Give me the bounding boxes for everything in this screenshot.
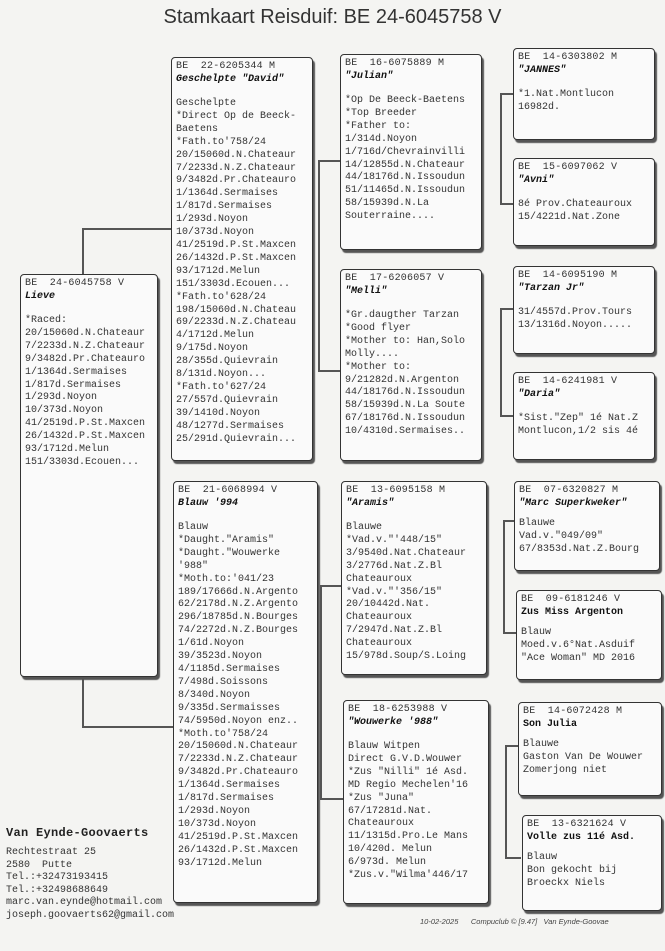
pigeon-details bbox=[518, 307, 650, 333]
ring-number: BE 16-6075889 M bbox=[345, 58, 445, 69]
detail-line: 15/4221d.Nat.Zone bbox=[518, 211, 621, 223]
detail-line: 28/355d.Quievrain bbox=[176, 356, 279, 368]
pigeon-card-father[interactable] bbox=[171, 57, 313, 461]
pigeon-name: Zus Miss Argenton bbox=[521, 607, 624, 618]
pigeon-card-ffm[interactable] bbox=[513, 158, 655, 246]
pigeon-name: "Daria" bbox=[518, 389, 561, 400]
detail-line: Zomerjong niet bbox=[523, 764, 608, 776]
detail-line: 1/314d.Noyon bbox=[345, 133, 418, 145]
detail-line: 41/2519d.P.St.Maxcen bbox=[178, 831, 299, 843]
detail-line: 20/15060d.N.Chateaur bbox=[25, 327, 146, 339]
connector-line bbox=[318, 160, 320, 370]
connector-line bbox=[505, 745, 507, 857]
ring-number: BE 09-6181246 V bbox=[521, 594, 621, 605]
detail-line: *Father to: bbox=[345, 120, 412, 132]
detail-line: Chateauroux bbox=[346, 612, 413, 624]
pigeon-details bbox=[518, 413, 650, 439]
detail-line: Blauw bbox=[521, 627, 552, 638]
detail-line: Blauw bbox=[178, 522, 209, 533]
pigeon-card-fmm[interactable] bbox=[513, 372, 655, 460]
detail-line: 67/8353d.Nat.Z.Bourg bbox=[519, 543, 640, 555]
detail-line: *Direct Op de Beeck- bbox=[176, 110, 297, 122]
pigeon-details bbox=[518, 89, 650, 115]
detail-line: 1/1364d.Sermaises bbox=[178, 780, 281, 792]
detail-line: 26/1432d.P.St.Maxcen bbox=[176, 252, 297, 264]
detail-line: Chateauroux bbox=[348, 818, 415, 830]
detail-line: 58/15939d.N.La bbox=[345, 198, 430, 210]
detail-line: *Daught."Aramis" bbox=[178, 534, 275, 546]
detail-line: Molly.... bbox=[345, 348, 400, 360]
detail-line: 13/1316d.Noyon..... bbox=[518, 319, 633, 331]
detail-line: Blauw bbox=[527, 852, 558, 863]
pigeon-details bbox=[25, 315, 153, 470]
detail-line: 9/175d.Noyon bbox=[176, 343, 249, 355]
detail-line: 9/335d.Sermaisses bbox=[178, 702, 281, 714]
detail-line: 27/557d.Quievrain bbox=[176, 394, 279, 406]
detail-line: Direct G.V.D.Wouwer bbox=[348, 753, 463, 765]
ring-number: BE 21-6068994 V bbox=[178, 485, 278, 496]
detail-line: *Zus "Juna" bbox=[348, 792, 415, 804]
detail-line: Chateauroux bbox=[346, 573, 413, 585]
detail-line: 39/1410d.Noyon bbox=[176, 407, 261, 419]
ring-number: BE 15-6097062 V bbox=[518, 162, 618, 173]
ring-number: BE 14-6303802 M bbox=[518, 52, 618, 63]
detail-line: 44/18176d.N.Issoudun bbox=[345, 387, 466, 399]
detail-line: Baetens bbox=[176, 123, 219, 135]
detail-line: *Fath.to'627/24 bbox=[176, 381, 267, 393]
pigeon-details bbox=[523, 739, 657, 778]
detail-line: 48/1277d.Sermaises bbox=[176, 420, 285, 432]
ring-number: BE 18-6253988 V bbox=[348, 704, 448, 715]
detail-line: 39/3523d.Noyon bbox=[178, 651, 263, 663]
pigeon-details bbox=[518, 199, 650, 225]
detail-line: 93/1712d.Melun bbox=[25, 444, 110, 456]
pigeon-details bbox=[527, 852, 657, 891]
pigeon-details bbox=[346, 522, 482, 664]
ring-number: BE 14-6241981 V bbox=[518, 376, 618, 387]
pigeon-name: "Wouwerke '988" bbox=[348, 717, 439, 728]
detail-line: Moed.v.6°Nat.Asduif bbox=[521, 639, 636, 651]
detail-line: 189/17666d.N.Argento bbox=[178, 586, 299, 598]
detail-line: 8/340d.Noyon bbox=[178, 689, 251, 701]
pigeon-card-mmf[interactable] bbox=[518, 702, 662, 796]
detail-line: 16982d. bbox=[518, 101, 561, 113]
pigeon-name: Blauw '994 bbox=[178, 498, 239, 509]
pigeon-details bbox=[348, 741, 484, 883]
detail-line: 51/11465d.N.Issoudun bbox=[345, 185, 466, 197]
detail-line: 93/1712d.Melun bbox=[178, 857, 263, 869]
footer-credit: 10-02-2025 Compuclub © [9.47] Van Eynde-Goovae bbox=[420, 917, 609, 926]
detail-line: 4/1712d.Melun bbox=[176, 330, 255, 342]
pigeon-card-fff[interactable] bbox=[513, 48, 655, 140]
detail-line: Vad.v."049/09" bbox=[519, 530, 604, 542]
detail-line: 26/1432d.P.St.Maxcen bbox=[178, 844, 299, 856]
detail-line: Montlucon,1/2 sis 4é bbox=[518, 425, 639, 437]
detail-line: 44/18176d.N.Issoudun bbox=[345, 172, 466, 184]
detail-line: 41/2519d.P.St.Maxcen bbox=[176, 239, 297, 251]
page-title: Stamkaart Reisduif: BE 24-6045758 V bbox=[163, 6, 502, 28]
detail-line: 20/15060d.N.Chateaur bbox=[178, 741, 299, 753]
detail-line: 4/1185d.Sermaises bbox=[178, 663, 281, 675]
detail-line: *Mother to: Han,Solo bbox=[345, 335, 466, 347]
detail-line: Geschelpte bbox=[176, 98, 237, 109]
connector-line bbox=[505, 857, 521, 859]
ring-number: BE 14-6072428 M bbox=[523, 706, 623, 717]
detail-line: 10/373d.Noyon bbox=[176, 227, 255, 239]
pigeon-card-mff[interactable] bbox=[514, 481, 660, 571]
detail-line: 3/2776d.Nat.Z.Bl bbox=[346, 560, 443, 572]
ring-number: BE 24-6045758 V bbox=[25, 278, 125, 289]
detail-line: *Gr.daugther Tarzan bbox=[345, 310, 460, 321]
pigeon-card-mfm[interactable] bbox=[516, 590, 662, 680]
connector-line bbox=[503, 520, 505, 632]
detail-line: *Zus "Nilli" 1é Asd. bbox=[348, 766, 469, 778]
connector-line bbox=[320, 585, 322, 798]
detail-line: Gaston Van De Wouwer bbox=[523, 751, 644, 763]
detail-line: 25/291d.Quievrain... bbox=[176, 433, 297, 445]
connector-line bbox=[82, 228, 174, 230]
detail-line: 10/373d.Noyon bbox=[25, 405, 104, 417]
detail-line: *Vad.v."'356/15" bbox=[346, 586, 443, 598]
owner-email-1[interactable]: marc.van.eynde@hotmail.com bbox=[6, 897, 163, 909]
connector-line bbox=[82, 726, 174, 728]
detail-line: 296/18785d.N.Bourges bbox=[178, 612, 299, 624]
owner-phone-1: Tel.:+32473193415 bbox=[6, 872, 109, 884]
connector-line bbox=[503, 632, 517, 634]
detail-line: MD Regio Mechelen'16 bbox=[348, 779, 469, 791]
detail-line: 1/817d.Sermaises bbox=[176, 201, 273, 213]
detail-line: 1/293d.Noyon bbox=[178, 805, 251, 817]
detail-line: 9/3482d.Pr.Chateauro bbox=[176, 175, 297, 187]
pigeon-details bbox=[345, 310, 477, 439]
owner-phone-2: Tel.:+32498688649 bbox=[6, 884, 109, 896]
pigeon-card-maternal-grandfather[interactable] bbox=[341, 481, 487, 675]
detail-line: 151/3303d.Ecouen... bbox=[25, 456, 140, 468]
detail-line: 58/15939d.N.La Soute bbox=[345, 400, 466, 412]
detail-line: *Top Breeder bbox=[345, 107, 418, 119]
detail-line: Souterraine.... bbox=[345, 211, 436, 223]
detail-line: *Good flyer bbox=[345, 322, 412, 334]
detail-line: Chateauroux bbox=[346, 638, 413, 650]
ring-number: BE 17-6206057 V bbox=[345, 273, 445, 284]
detail-line: *Daught."Wouwerke bbox=[178, 547, 281, 559]
connector-line bbox=[320, 798, 344, 800]
detail-line: 1/1364d.Sermaises bbox=[176, 188, 279, 200]
pigeon-card-subject[interactable] bbox=[20, 274, 158, 677]
detail-line: 20/15060d.N.Chateaur bbox=[176, 149, 297, 161]
detail-line: 41/2519d.P.St.Maxcen bbox=[25, 418, 146, 430]
detail-line: 6/973d. Melun bbox=[348, 857, 427, 869]
detail-line: 31/4557d.Prov.Tours bbox=[518, 307, 633, 318]
detail-line: 1/716d/Chevrainvilli bbox=[345, 146, 466, 158]
detail-line: 1/1364d.Sermaises bbox=[25, 366, 128, 378]
detail-line: 15/978d.Soup/S.Loing bbox=[346, 651, 467, 663]
pigeon-name: "Aramis" bbox=[346, 498, 395, 509]
connector-line bbox=[500, 93, 502, 203]
connector-line bbox=[500, 308, 502, 415]
detail-line: 7/498d.Soissons bbox=[178, 676, 269, 688]
detail-line: 3/9540d.Nat.Chateaur bbox=[346, 547, 467, 559]
detail-line: 151/3303d.Ecouen... bbox=[176, 278, 291, 290]
owner-info bbox=[6, 826, 174, 923]
detail-line: *Moth.to:'041/23 bbox=[178, 573, 275, 585]
detail-line: 8é Prov.Chateauroux bbox=[518, 199, 633, 210]
owner-email-2[interactable]: joseph.goovaerts62@gmail.com bbox=[6, 909, 175, 921]
detail-line: 1/61d.Noyon bbox=[178, 638, 245, 650]
detail-line: 7/2947d.Nat.Z.Bl bbox=[346, 625, 443, 637]
pigeon-name: "Tarzan Jr" bbox=[518, 283, 585, 294]
owner-street: Rechtestraat 25 bbox=[6, 847, 97, 858]
pigeon-card-fmf[interactable] bbox=[513, 266, 655, 354]
detail-line: *Op De Beeck-Baetens bbox=[345, 95, 466, 106]
detail-line: 74/2272d.N.Z.Bourges bbox=[178, 625, 299, 637]
pigeon-details bbox=[521, 627, 657, 666]
pigeon-details bbox=[345, 95, 477, 224]
detail-line: *Mother to: bbox=[345, 361, 412, 373]
detail-line: *Moth.to'758/24 bbox=[178, 728, 269, 740]
detail-line: Blauwe bbox=[519, 518, 556, 529]
detail-line: *Vad.v."'448/15" bbox=[346, 534, 443, 546]
pigeon-details bbox=[519, 518, 655, 557]
detail-line: 1/293d.Noyon bbox=[176, 214, 249, 226]
detail-line: 20/10442d.Nat. bbox=[346, 599, 431, 611]
detail-line: Bon gekocht bij bbox=[527, 864, 618, 876]
pigeon-name: Son Julia bbox=[523, 719, 578, 730]
detail-line: 26/1432d.P.St.Maxcen bbox=[25, 431, 146, 443]
pigeon-details bbox=[176, 98, 308, 446]
detail-line: Blauwe bbox=[346, 522, 383, 533]
pigeon-card-mmm[interactable] bbox=[522, 815, 662, 911]
ring-number: BE 13-6095158 M bbox=[346, 485, 446, 496]
pigeon-name: "Avni" bbox=[518, 175, 555, 186]
connector-line bbox=[82, 228, 84, 276]
pigeon-name: Lieve bbox=[25, 291, 56, 302]
detail-line: 9/3482d.Pr.Chateauro bbox=[25, 353, 146, 365]
detail-line: *Sist."Zep" 1é Nat.Z bbox=[518, 413, 639, 424]
detail-line: 69/2233d.N.Z.Chateau bbox=[176, 317, 297, 329]
detail-line: *Fath.to'628/24 bbox=[176, 291, 267, 303]
owner-city: 2580 Putte bbox=[6, 859, 73, 871]
detail-line: 7/2233d.N.Z.Chateaur bbox=[176, 162, 297, 174]
detail-line: 10/420d. Melun bbox=[348, 844, 433, 856]
pigeon-name: "Julian" bbox=[345, 71, 394, 82]
detail-line: "Ace Woman" MD 2016 bbox=[521, 652, 636, 664]
detail-line: Blauwe bbox=[523, 739, 560, 750]
detail-line: 7/2233d.N.Z.Chateaur bbox=[25, 340, 146, 352]
detail-line: 1/817d.Sermaises bbox=[25, 379, 122, 391]
detail-line: 14/12855d.N.Chateaur bbox=[345, 159, 466, 171]
pigeon-name: Geschelpte "David" bbox=[176, 74, 285, 85]
detail-line: 74/5950d.Noyon enz.. bbox=[178, 715, 299, 727]
detail-line: 7/2233d.N.Z.Chateaur bbox=[178, 754, 299, 766]
pigeon-details bbox=[178, 522, 313, 870]
pigeon-name: Volle zus 11é Asd. bbox=[527, 832, 636, 843]
detail-line: 11/1315d.Pro.Le Mans bbox=[348, 831, 469, 843]
detail-line: 9/3482d.Pr.Chateauro bbox=[178, 767, 299, 779]
detail-line: 67/17281d.Nat. bbox=[348, 805, 433, 817]
detail-line: Blauw Witpen bbox=[348, 741, 421, 752]
pigeon-name: "Marc Superkweker" bbox=[519, 498, 628, 509]
detail-line: *Zus.v."Wilma'446/17 bbox=[348, 870, 469, 882]
ring-number: BE 14-6095190 M bbox=[518, 270, 618, 281]
detail-line: 93/1712d.Melun bbox=[176, 265, 261, 277]
ring-number: BE 13-6321624 V bbox=[527, 819, 627, 830]
detail-line: *1.Nat.Montlucon bbox=[518, 89, 615, 100]
detail-line: 10/373d.Noyon bbox=[178, 818, 257, 830]
detail-line: 62/2178d.N.Z.Argento bbox=[178, 599, 299, 611]
detail-line: *Raced: bbox=[25, 315, 68, 326]
detail-line: 198/15060d.N.Chateau bbox=[176, 304, 297, 316]
detail-line: Broeckx Niels bbox=[527, 877, 606, 889]
pigeon-card-mother[interactable] bbox=[173, 481, 318, 903]
detail-line: 1/293d.Noyon bbox=[25, 392, 98, 404]
owner-name: Van Eynde-Goovaerts bbox=[6, 826, 149, 840]
ring-number: BE 07-6320827 M bbox=[519, 485, 619, 496]
detail-line: 67/18176d.N.Issoudun bbox=[345, 413, 466, 425]
connector-line bbox=[82, 677, 84, 727]
detail-line: *Fath.to'758/24 bbox=[176, 136, 267, 148]
detail-line: 10/4310d.Sermaises.. bbox=[345, 426, 466, 438]
detail-line: 9/21282d.N.Argenton bbox=[345, 374, 460, 386]
detail-line: '988" bbox=[178, 560, 209, 572]
pigeon-card-paternal-grandfather[interactable] bbox=[340, 54, 482, 250]
ring-number: BE 22-6205344 M bbox=[176, 61, 276, 72]
pigeon-card-paternal-grandmother[interactable] bbox=[340, 269, 482, 461]
pigeon-name: "JANNES" bbox=[518, 65, 567, 76]
pigeon-name: "Melli" bbox=[345, 286, 388, 297]
pigeon-card-maternal-grandmother[interactable] bbox=[343, 700, 489, 904]
detail-line: 8/131d.Noyon... bbox=[176, 369, 267, 381]
detail-line: 1/817d.Sermaises bbox=[178, 793, 275, 805]
